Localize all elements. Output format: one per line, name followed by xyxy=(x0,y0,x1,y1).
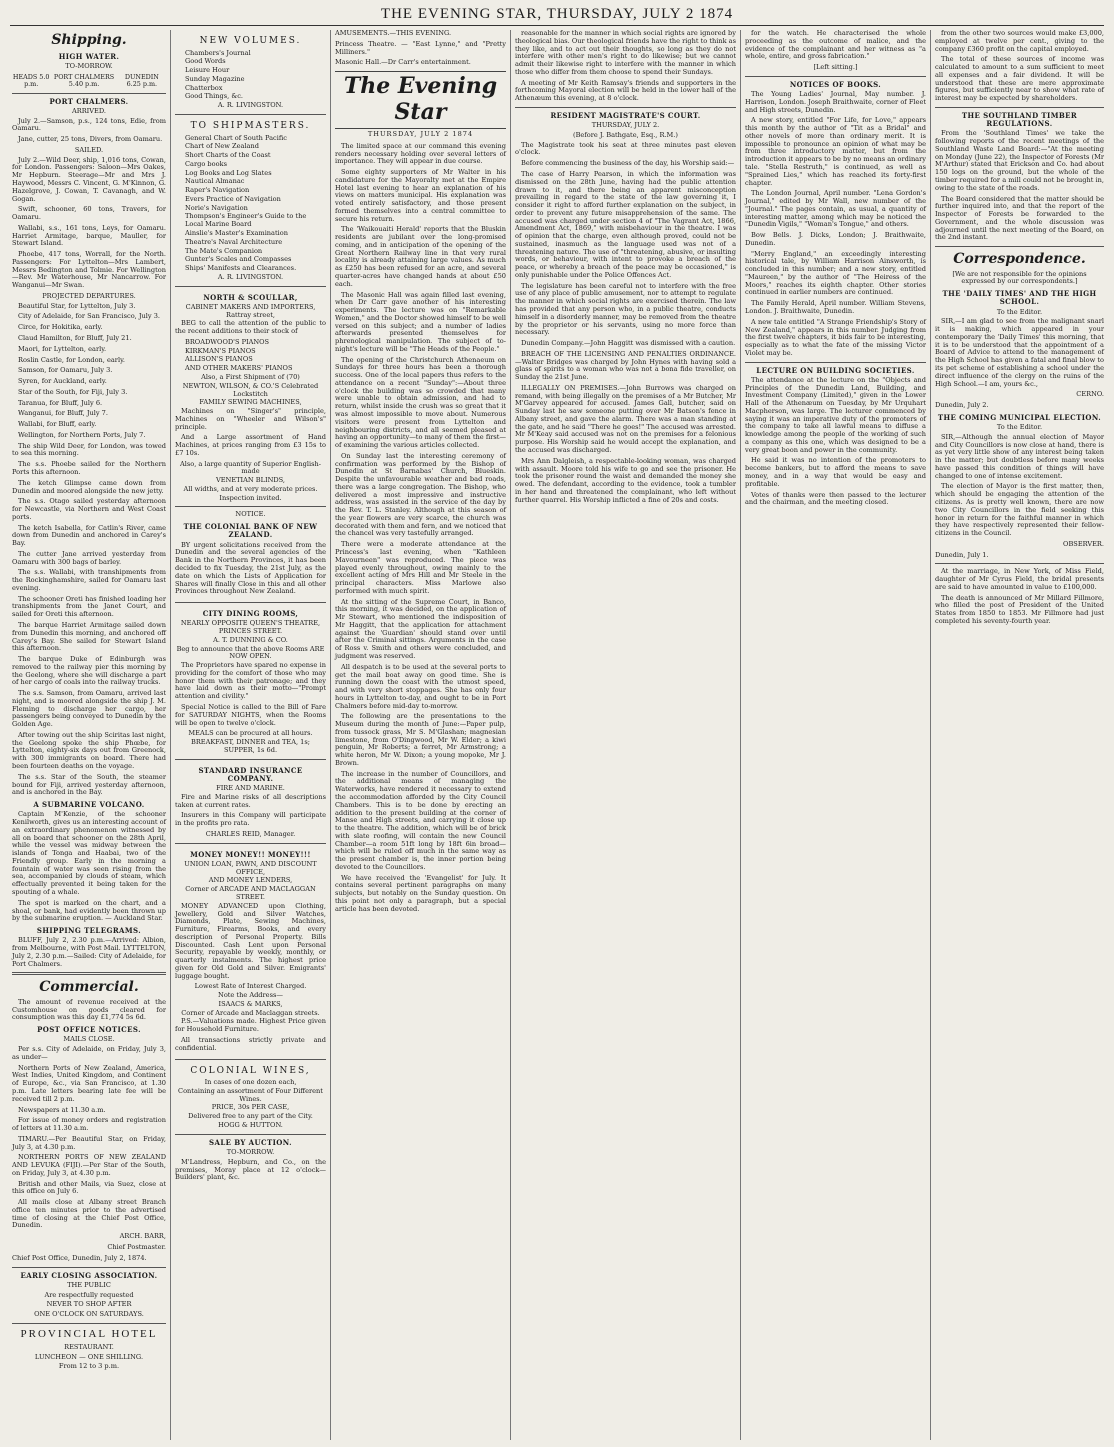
post-signature-title: Chief Postmaster. xyxy=(107,1243,166,1252)
departure: Wanganui, for Bluff, July 7. xyxy=(18,409,108,418)
editorial-paragraph: On Sunday last the interesting ceremony of confirmation was performed by the Bishop of Dunedin at St Barnabas' Church, Blueskin. Despite the unfavourable weather and bad roads, there was a large congregation. The Bishop, who delivered a most impressive and instructive address, was assisted in the service of the day by the Rev. T. L. Stanley. Although at this season of the year flowers are very scarce, the church was decorated with them and fern, and we noticed that the chancel was very tastefully arranged. xyxy=(335,451,506,538)
telegram: BLUFF, July 2, 2.30 p.m.—Arrived: Albion, from Melbourne, with Post Mail. LYTTELTON, July 2, 2.30 p.m.—Sailed: City of Adelaide, for Port Chalmers. xyxy=(12,936,166,968)
letter-body: SIR,—I am glad to see from the malignant snarl it is making, which appeared in your contemporary the 'Daily Times' this morning, that it is to be understood that the appointment of a Board of Advice to attend to the management of the High School has given a fatal and final blow to its pet scheme of establishing a school under the direct influence of the clergy on the ruins of the High School.—I am, yours &c., xyxy=(935,317,1104,388)
departure: Claud Hamilton, for Bluff, July 21. xyxy=(18,334,132,343)
letter-place: Dunedin, July 1. xyxy=(935,550,989,559)
ad-item: Chatterbox xyxy=(185,83,223,92)
ad-subtitle: UNION LOAN, PAWN, AND DISCOUNT OFFICE, xyxy=(184,859,317,876)
ad-subtitle: AND MONEY LENDERS, xyxy=(208,876,293,885)
book-notice: The Family Herald, April number. William Stevens, London. J. Braithwaite, Dunedin. xyxy=(745,299,926,315)
sailing: Wallabi, s.s., 161 tons, Leys, for Oamaru. Harriet Armitage, barque, Mauller, for Stewart Island. xyxy=(12,223,166,248)
tide-dunedin: DUNEDIN 6.25 p.m. xyxy=(124,72,159,89)
editorial-paragraph: The Masonic Hall was again filled last evening, when Dr Carr gave another of his interesting experiments. The lecture was on "Remarkable Women," and the Doctor showed himself to be well versed on this subject; and a number of ladies afterwards presented themselves for phrenological manipulation. The subject of to-night's lecture will be "The Heads of the People." xyxy=(335,290,506,353)
shipping-news: After towing out the ship Sciritas last night, the Geelong spoke the ship Phœbe, for Lyttelton, eighty-six days out from Greenock, with 300 immigrants on board. There had been fourteen deaths on the voyage. xyxy=(12,730,166,770)
paper-nameplate: The Evening Star xyxy=(335,71,506,129)
book-notice: Bow Bells. J. Dicks, London; J. Braithwaite, Dunedin. xyxy=(745,231,926,247)
shipping-news: The ketch Glimpse came down from Dunedin and moored alongside the new jetty. xyxy=(12,478,166,495)
shipping-news: The schooner Oreti has finished loading her transhipments from the Janet Court, and sailed for Oreti this afternoon. xyxy=(12,594,166,619)
letter-body: SIR,—Although the annual election of Mayor and City Councillors is now close at hand, there is as yet very little show of any interest being taken in the matter; but doubtless before many weeks have passed this condition of things will have changed to one of intense excitement. xyxy=(935,432,1104,480)
sailing: Phoebe, 417 tons, Worrall, for the North. Passengers: For Lyttelton—Mrs Lambert, Messrs Bedington and Tolmie. For Wellington—Rev. Mr Waterhouse, Mr Nancarrow. For Wanganui—Mr Swan. xyxy=(12,250,166,290)
ad-item: Ainslie's Master's Examination xyxy=(185,229,288,237)
ad-item: Thompson's Engineer's Guide to the Local Marine Board xyxy=(185,212,307,229)
tide-table xyxy=(12,74,166,89)
amusement-item: Princess Theatre. — "East Lynne," and "Pretty Milliners." xyxy=(335,39,506,56)
commercial-paragraph: The amount of revenue received at the Customhouse on goods cleared for consumption was this day £1,774 5s 6d. xyxy=(12,997,166,1022)
ad-title: CITY DINING ROOMS, xyxy=(202,609,299,619)
ad-subtitle: CABINET MAKERS AND IMPORTERS, Rattray street, xyxy=(185,302,316,319)
ad-line: In cases of one dozen each, xyxy=(204,1078,297,1087)
arrived-heading: ARRIVED. xyxy=(71,106,107,115)
post-dateline: Chief Post Office, Dunedin, July 2, 1874. xyxy=(12,1253,147,1262)
new-volumes-ad xyxy=(175,30,326,115)
correspondence-disclaimer: [We are not responsible for the opinions expressed by our correspondents.] xyxy=(952,269,1087,286)
ad-title: NORTH & SCOULLAR, xyxy=(203,292,298,302)
timber-paragraph: From the 'Southland Times' we take the following reports of the recent meetings of the Southland Waste Land Board:—"At the meeting on Monday (June 22), the Inspector of Forests (Mr M'Arthur) stated that Erickson and Co. had about 150 logs on the ground, but the whole of the timber required for a mill could not be brought in, owing to the state of the roads. xyxy=(935,129,1104,192)
ad-notice: NOTICE. xyxy=(235,510,266,519)
ad-item: Cargo books xyxy=(185,159,227,168)
tide-heads: HEADS 5.0 p.m. xyxy=(12,72,50,89)
ad-text: BEG to call the attention of the public to the recent additions to their stock of xyxy=(175,319,326,336)
provincial-hotel-lunch: LUNCHEON — ONE SHILLING. xyxy=(34,1352,144,1361)
ad-item: Log Books and Log Slates xyxy=(185,168,272,177)
editorial-paragraph: The limited space at our command this evening renders necessary holding over several letters of importance. They will appear in due course. xyxy=(335,141,506,166)
shipping-news: The cutter Jane arrived yesterday from Oamaru with 300 bags of barley. xyxy=(12,549,166,566)
ad-line: BREAKFAST, DINNER and TEA, 1s; SUPPER, 1s 6d. xyxy=(191,738,310,754)
ad-title: THE COLONIAL BANK OF NEW ZEALAND. xyxy=(183,522,318,540)
projected-heading: PROJECTED DEPARTURES. xyxy=(42,291,136,300)
shipping-news: The barque Harriet Armitage sailed down from Dunedin this morning, and anchored off Carey's Bay. She sailed for Stewart Island this afternoon. xyxy=(12,620,166,653)
book-notice: The Young Ladies' Journal, May number. J. Harrison, London. Joseph Braithwaite, corner of Fleet and High streets, Dunedin. xyxy=(745,90,926,114)
amusement-item: Masonic Hall.—Dr Carr's entertainment. xyxy=(335,58,471,67)
ad-text: And a Large assortment of Hand Machines, at prices ranging from £3 15s to £7 10s. xyxy=(175,433,326,457)
shipping-news: The barque Duke of Edinburgh was removed to the railway pier this morning by the Geelong, where she will discharge a part of her cargo of coals into the railway trucks. xyxy=(12,655,166,687)
court-before: (Before J. Bathgate, Esq., R.M.) xyxy=(573,130,678,139)
court-paragraph: Before commencing the business of the day, his Worship said:— xyxy=(521,159,735,168)
court-paragraph: The legislature has been careful not to interfere with the free use of any place of public amusement, nor to attempt to regulate the manner in which social rights are exercised therein. The law has provided that any person who, in a public theatre, conducts himself in a disorderly manner, may be removed from the theatre by the proprietor or his servants, using no more force than necessary. xyxy=(515,281,736,337)
ad-item: Gunter's Scales and Compasses xyxy=(185,255,292,264)
colonial-wines-ad xyxy=(175,1060,326,1135)
masthead: THE EVENING STAR, THURSDAY, JULY 2 1874 xyxy=(380,6,734,22)
ad-item: Good Words xyxy=(185,57,226,66)
court-paragraph: The Magistrate took his seat at three minutes past eleven o'clock. xyxy=(515,140,736,157)
ad-item: Sunday Magazine xyxy=(185,74,245,83)
sale-heading: SALE BY AUCTION. xyxy=(209,1137,292,1147)
ad-title: STANDARD INSURANCE COMPANY. xyxy=(198,765,303,783)
article-paragraph: reasonable for the manner in which social rights are ignored by theological bias. Our theological friends have the right to think as they like, and to act out their thoughts, so long as they do not interfere with other men's right to do likewise; but we cannot admit their likewise right to interfere with the manner in which those who differ from them choose to spend their Sundays. xyxy=(515,30,736,76)
provincial-hotel-sub: RESTAURANT. xyxy=(64,1342,114,1351)
ad-line: All widths, and at very moderate prices. xyxy=(183,484,318,493)
departure: Beautiful Star, for Lyttelton, July 3. xyxy=(18,301,136,310)
ad-text: Special Notice is called to the Bill of Fare for SATURDAY NIGHTS, when the Rooms will be open to twelve o'clock. xyxy=(175,702,326,727)
ad-item: Ships' Manifests and Clearances. xyxy=(185,264,297,273)
editorial-dateline: THURSDAY, JULY 2 1874 xyxy=(367,129,474,138)
timber-heading: THE SOUTHLAND TIMBER REGULATIONS. xyxy=(961,110,1078,129)
news-paragraph: At the marriage, in New York, of Miss Field, daughter of Mr Cyrus Field, the bridal presents are said to have amounted in value to £100,000. xyxy=(935,567,1104,591)
ad-item: KIRKMAN'S PIANOS xyxy=(185,346,256,355)
book-notice: "Merry England," an exceedingly interesting historical tale, by William Harrison Ainsworth, is concluded in this number; and a new story, entitled "Maureen," by the author of "The Heiress of the Moors," reaches its eighth chapter. Other stories continued in earlier numbers are continued. xyxy=(745,249,926,297)
ad-line: Note the Address— xyxy=(218,991,283,1000)
court-heading: RESIDENT MAGISTRATE'S COURT. xyxy=(550,110,701,120)
ad-text: Fire and Marine risks of all descriptions taken at current rates. xyxy=(175,792,326,809)
departure: Taranua, for Bluff, July 6. xyxy=(18,398,103,407)
ad-signature: CHARLES REID, Manager. xyxy=(205,829,296,838)
editorial-paragraph: The opening of the Christchurch Athenaeum on Sundays for three hours has been a thorough success. One of the local papers thus refers to the attendance on a recent "Sunday":—About three o'clock the building was so crowded that many were unable to obtain admission, and had to return, whilst inside the crush was so great that it was almost impossible to move about. Numerous visitors were present from Lyttelton and neighbouring districts, and all seemed pleased at having an opportunity—to many of them the first—of examining the various articles collected. xyxy=(335,355,506,450)
editorial-paragraph: Some eighty supporters of Mr Walter in his candidature for the Mayoralty met at the Empire Hotel last evening to hear an explanation of his views on matters municipal. His explanation was voted entirely satisfactory, and those present formed themselves into a central committee to secure his return. xyxy=(335,168,506,223)
editorial-paragraph: The 'Waikouaiti Herald' reports that the Bluskin residents are jubilant over the long-promised coming, and in anticipation of the opening of the Great Northern Railway line in that very rural locality is already attaining large values. As much as £250 has been refused for an acre, and several quarter-acres have changed hands at about £50 each. xyxy=(335,225,506,288)
ad-line: ISAACS & MARKS, xyxy=(218,999,283,1008)
post-notice: NORTHERN PORTS OF NEW ZEALAND AND LEVUKA (FIJI).—Per Star of the South, on Friday, July 3, at 4.30 p.m. xyxy=(12,1153,166,1177)
ad-line: A. T. DUNNING & CO. xyxy=(213,635,288,644)
tide-sub: TO-MORROW. xyxy=(65,61,113,70)
departure: Maori, for Lyttelton, early. xyxy=(18,344,107,353)
column-5 xyxy=(740,30,930,1440)
ad-text: Insurers in this Company will participate in the profits pro rata. xyxy=(175,811,326,828)
article-paragraph: for the watch. He characterised the whole proceeding as the outcome of malice, and the evidence of the complainant and her witness as "a whole, entire, and gross fabrication." xyxy=(745,30,926,61)
ad-item: General Chart of South Pacific xyxy=(185,133,287,142)
editorial-paragraph: All despatch is to be used at the several ports to get the mail boat away on good time. She is running down the coast with the utmost speed, and with very short stoppages. She has only four hours in Lyttelton to-day, and ought to be in Port Chalmers before mid-day to-morrow. xyxy=(335,662,506,710)
departure: Circe, for Hokitika, early. xyxy=(18,323,103,332)
city-dining-ad xyxy=(175,603,326,760)
ad-item: Chambers's Journal xyxy=(185,48,251,57)
ad-signature: A. R. LIVINGSTON. xyxy=(217,272,284,281)
column-3 xyxy=(330,30,510,1440)
early-closing-line: NEVER TO SHOP AFTER xyxy=(46,1300,132,1309)
departure: Wellington, for Northern Ports, July 7. xyxy=(18,430,146,439)
sale-sub: TO-MORROW. xyxy=(226,1147,275,1156)
books-heading: NOTICES OF BOOKS. xyxy=(789,79,882,89)
early-closing-heading: EARLY CLOSING ASSOCIATION. xyxy=(20,1270,158,1280)
tide-heading: HIGH WATER. xyxy=(58,51,120,61)
ad-line: Lowest Rate of Interest Charged. xyxy=(194,982,307,991)
ad-line: Corner of Arcade and Maclaggan streets. xyxy=(181,1008,320,1017)
shipping-news: The s.s. Samson, from Oamaru, arrived last night, and is moored alongside the ship J. M. Fleming to discharge her cargo, her passengers being conveyed to Dunedin by the Golden Age. xyxy=(12,689,167,729)
ad-item: AND OTHER MAKERS' PIANOS xyxy=(185,364,293,373)
letter-signature: OBSERVER. xyxy=(1063,539,1104,548)
arrival: Jane, cutter, 25 tons, Divers, from Oamaru. xyxy=(18,135,163,144)
editorial-paragraph: The increase in the number of Councillors, and the additional means of managing the Waterworks, have rendered it necessary to extend the accommodation afforded by the City Council Chambers. This is to be done by erecting an addition to the present building at the corner of Manse and High streets, and carrying it close up to the theatre. The addition, which will be of brick with slate roofing, will contain the new Council Chamber—a room 51ft long by 18ft 6in broad—which will be ruled off much in the same way as the present chamber is, the inner portion being devoted to the Councillors. xyxy=(335,769,506,871)
departure: Wallabi, for Bluff, early. xyxy=(18,420,97,429)
commercial-heading: Commercial. xyxy=(39,979,139,996)
ad-item: BROADWOOD'S PIANOS xyxy=(185,337,270,346)
editorial-paragraph: There were a moderate attendance at the Princess's last evening, when "Kathleen Mavourneen" was reproduced. The piece was played evenly throughout, owing mainly to the excellent acting of Mrs Hill and Mr Steele in the principal characters. Miss Marlowe also performed with much spirit. xyxy=(335,540,506,595)
editorial-paragraph: At the sitting of the Supreme Court, in Banco, this morning, it was decided, on the application of Mr Stewart, who mentioned the indisposition of Mr Haggitt, that the application for attachment against the 'Guardian' should stand over until after the Criminal sittings. Arguments in the case of Ross v. Smith and others were concluded, and judgment was reserved. xyxy=(335,597,506,660)
ad-subtitle: Corner of ARCADE AND MACLAGGAN STREET. xyxy=(185,885,316,901)
ad-line: Inspection invited. xyxy=(219,493,282,502)
amusements-heading: AMUSEMENTS.—THIS EVENING. xyxy=(335,30,452,37)
lecture-paragraph: The attendance at the lecture on the "Objects and Principles of the Dunedin Land, Building, and Investment Company (Limited)," given in the Lower Hall of the Athenæum on Tuesday, by Mr Urquhart Macpherson, was large. The lecturer commenced by saying it was an imperative duty of the promoters of the company to take all lawful means to diffuse a knowledge among the people of the working of such a company as this one, which was designed to be a very great boon and power in the community. xyxy=(745,375,926,454)
ad-text: BY urgent solicitations received from the Dunedin and the several agencies of the Bank in the Northern Provinces, it has been decided to fix Tuesday, the 21st July, as the date on which the Lists of Application for Shares will finally Close in this and all other Provinces throughout New Zealand. xyxy=(175,540,326,596)
ad-title: COLONIAL WINES, xyxy=(190,1065,311,1076)
court-date: THURSDAY, JULY 2. xyxy=(591,121,660,130)
post-notice: Newspapers at 11.30 a.m. xyxy=(18,1105,106,1114)
editorial-paragraph: We have received the 'Evangelist' for July. It contains several pertinent paragraphs on many subjects, but notably on the Sunday question. On this point not only a paragraph, but a special article has been devoted. xyxy=(335,873,506,913)
post-notice: All mails close at Albany street Branch office ten minutes prior to the advertised time of closing at the Chief Post Office, Dunedin. xyxy=(12,1198,166,1230)
letter-heading: THE 'DAILY TIMES' AND THE HIGH SCHOOL. xyxy=(942,289,1097,307)
sailing: July 2.—Wild Deer, ship, 1,016 tons, Cowan, for London. Passengers: Saloon—Mrs Oakes, Mr Hepburn. Steerage—Mr and Mrs J. Haywood, Messrs C. Vincent, G. M'Kinnon, G. Hazelgrove, J. Cowan, T. Cavanagh, and W. Gogan. xyxy=(12,155,166,203)
court-paragraph: ILLEGALLY ON PREMISES.—John Burrows was charged on remand, with being illegally on the premises of a Mr Butcher, Mr M'Garvey appeared for accused. James Gall, butcher, said on Sunday last he saw someone putting over Mr Batson's fence in Albany street, and gave the alarm. There was a man standing at the gate, and he said "There he goes!" The accused was arrested. Mr M'Keay said accused was not on the premises for a felonious purpose. His Worship said he would accept the explanation, and the accused was discharged. xyxy=(515,383,736,454)
post-notice: For issue of money orders and registration of letters at 11.30 a.m. xyxy=(12,1116,166,1133)
sailed-heading: SAILED. xyxy=(74,145,104,154)
ad-text: Machines on "Singer's" principle, Machines on "Wheeler and Wilson's" principle. xyxy=(175,407,326,431)
sailing: Swift, schooner, 60 tons, Travers, for Oamaru. xyxy=(12,205,166,222)
ad-item: Theatre's Naval Architecture xyxy=(185,237,283,246)
post-notice: Northern Ports of New Zealand, America, West Indies, United Kingdom, and Continent of Europe, &c., via San Francisco, at 1.30 p.m. Late letters bearing late fee will be received till 2 p.m. xyxy=(12,1063,166,1103)
ad-line: Beg to announce that the above Rooms ARE NOW OPEN. xyxy=(176,644,325,661)
ad-title: TO SHIPMASTERS. xyxy=(190,120,311,131)
column-1 xyxy=(8,30,170,1440)
ad-line: MEALS can be procured at all hours. xyxy=(188,729,313,738)
ad-text: All transactions strictly private and confidential. xyxy=(175,1036,326,1052)
ad-item: The Mate's Companion xyxy=(185,246,263,255)
ad-line: VENETIAN BLINDS, xyxy=(215,476,286,485)
sale-text: M'Landress, Hepburn, and Co., on the premises, Moray place at 12 o'clock—Builders' plant, &c. xyxy=(175,1157,326,1182)
money-ad xyxy=(175,844,326,1060)
letter-heading: THE COMING MUNICIPAL ELECTION. xyxy=(937,412,1102,422)
ad-item: Good Things, &c. xyxy=(185,92,243,101)
column-4 xyxy=(510,30,740,1440)
court-paragraph: Dunedin Company.—John Haggitt was dismissed with a caution. xyxy=(521,339,736,348)
ad-line: Containing an assortment of Four Different Wines. xyxy=(178,1086,323,1103)
ad-line: Also, a First Shipment of (70) xyxy=(201,372,300,381)
ad-text: P.S.—Valuations made. Highest Price given for Household Furniture. xyxy=(175,1017,326,1034)
ad-title: MONEY MONEY!! MONEY!!! xyxy=(190,849,311,859)
article-paragraph: A meeting of Mr Keith Ramsay's friends and supporters in the forthcoming Mayoral election will be held in the lower hall of the Athenæum this evening, at 8 o'clock. xyxy=(515,78,736,103)
article-paragraph: from the other two sources would make £3,000, employed at twelve per cent., giving to the company £360 profit on the capital employed. xyxy=(935,30,1104,53)
letter-place: Dunedin, July 2. xyxy=(935,401,989,410)
news-paragraph: The death is announced of Mr Millard Fillmore, who filled the post of President of the United States from 1850 to 1853. Mr Fillmore had just completed his seventy-fourth year. xyxy=(935,593,1104,625)
ad-signature: A. R. LIVINGSTON. xyxy=(217,101,284,110)
shipping-heading: Shipping. xyxy=(51,32,127,48)
shipping-news: The s.s. Star of the South, the steamer bound for Fiji, arrived yesterday afternoon, and is anchored in the Bay. xyxy=(12,772,166,797)
post-signature: ARCH. BARR, xyxy=(119,1232,166,1241)
post-notice: TIMARU.—Per Beautiful Star, on Friday, July 3, at 4.30 p.m. xyxy=(12,1134,166,1151)
ad-title: NEW VOLUMES. xyxy=(199,36,302,46)
shipping-telegrams-heading: SHIPPING TELEGRAMS. xyxy=(36,926,142,936)
ad-signature: HOGG & HUTTON. xyxy=(218,1120,283,1129)
ad-item: Leisure Hour xyxy=(185,66,230,75)
article-paragraph: Captain M'Kenzie, of the schooner Kenilworth, gives us an interesting account of an extraordinary phenomenon witnessed by all on board that schooner on the 28th April, while the vessel was midway between the islands of Tonga and Haabai, two of the Friendly group. Early in the morning a fountain of water was seen rising from the sea, accompanied by clouds of steam, which effectually prevented it being taken for the spouting of a whale. xyxy=(12,810,167,896)
letter-body: The election of Mayor is the first matter, then, which should be engaging the attention of the citizens. As is pretty well known, there are now two City Councillors in the field seeking this honor in return for the faithful manner in which they have respectively represented their fellow-citizens in the Council. xyxy=(935,482,1104,538)
ad-line: FAMILY SEWING MACHINES, xyxy=(199,398,302,407)
shipmasters-ad xyxy=(175,115,326,287)
shipping-news: The ship Wild Deer, for London, was towed to sea this morning. xyxy=(12,441,166,458)
ad-line: Also, a large quantity of Superior English-made xyxy=(180,459,321,476)
shipping-news: The s.s. Otago sailed yesterday afternoon for Newcastle, via Northern and West Coast ports. xyxy=(12,497,166,521)
masthead-rule xyxy=(10,25,1104,26)
arrival: July 2.—Samson, p.s., 124 tons, Edie, from Oamaru. xyxy=(12,116,166,133)
court-paragraph: Mrs Ann Dalgleish, a respectable-looking woman, was charged with assault. Moore told his wife to go and see the prisoner. He took the prisoner round the waist and demanded the money she owed. The defendant, according to the evidence, took a tumbler in her hand and threatened the complainant, who left without further quarrel. His Worship inflicted a fine of 20s and costs. xyxy=(515,456,736,504)
court-paragraph: BREACH OF THE LICENSING AND PENALTIES ORDINANCE.—Walter Bridges was charged by John Hynes with having sold a glass of spirits to a woman who was not a bona fide traveller, on Sunday the 21st June. xyxy=(515,349,736,382)
ad-line: NEWTON, WILSON, & CO.'S Celebrated Lockstitch xyxy=(182,381,319,398)
court-paragraph: The case of Harry Pearson, in which the information was dismissed on the 28th June, having had the public attention drawn to it, and there being an apparent misconception prevailing in regard to the state of the law governing it, I consider it right to afford further explanation on the subject, in order to prevent any future misapprehension of the same. The accused was charged under section 4 of "The Vagrant Act, 1866, Amendment Act, 1869," with misbehaviour in the theatre. I was of opinion that the charge, even although proved, could not be sustained, inasmuch as the language used was not of a threatening nature. The use of "threatening, abusive, or insulting words, or behaviour, with intent to provoke a breach of the peace, or whereby a breach of the peace may be occasioned," is only punishable under the Police Offences Act. xyxy=(515,169,736,279)
letter-signature: CERNO. xyxy=(1076,390,1104,399)
ad-item: Raper's Navigation xyxy=(185,186,250,195)
ad-subtitle: FIRE AND MARINE. xyxy=(216,784,285,793)
departure: Syren, for Auckland, early. xyxy=(18,377,107,386)
departure: Samson, for Oamaru, July 3. xyxy=(18,366,113,375)
letter-salutation: To the Editor. xyxy=(996,423,1043,432)
ad-item: Short Charts of the Coast xyxy=(185,151,271,160)
post-office-heading: POST OFFICE NOTICES. xyxy=(37,1025,141,1035)
ad-item: Nautical Almanac xyxy=(185,177,245,186)
shipping-news: The s.s. Phoebe sailed for the Northern Ports this afternoon. xyxy=(12,460,166,476)
north-scoullar-ad xyxy=(175,287,326,508)
timber-paragraph: The Board considered that the matter should be further inquired into, and that the report of the Inspector of Forests be forwarded to the Government, and the whole discussion was adjourned until the next meeting of the Board, on the 2nd instant. xyxy=(935,194,1104,242)
letter-salutation: To the Editor. xyxy=(996,307,1043,316)
shipping-news: The s.s. Wallabi, with transhipments from the Rockinghamshire, sailed for Oamaru last evening. xyxy=(12,568,166,592)
lecture-heading: LECTURE ON BUILDING SOCIETIES. xyxy=(756,365,915,375)
port-heading: PORT CHALMERS. xyxy=(49,96,129,106)
book-notice: The London Journal, April number. "Lena Gordon's Journal," edited by Mr Wall, new number of the "Journal." The pages contain, as usual, a quantity of interesting matter, among which may be noticed the "Dunedin Vigils," "Woman's Tongue," and others. xyxy=(745,189,926,229)
ad-item: Chart of New Zealand xyxy=(185,142,259,151)
column-6 xyxy=(930,30,1108,1440)
ad-line: Delivered free to any part of the City. xyxy=(188,1112,313,1121)
departure: Star of the South, for Fiji, July 3. xyxy=(18,387,128,396)
post-notice: British and other Mails, via Suez, close at this office on July 6. xyxy=(12,1179,166,1196)
ad-text: MONEY ADVANCED upon Clothing, Jewellery, Gold and Silver Watches, Diamonds, Plate, Sewing Machines, Furniture, Firearms, Books, and every description of Personal Property. Bills Discounted. Cash Lent upon Personal Security, repayable by weekly, monthly, or quarterly instalments. The highest price given for Old Gold and Silver. Emigrants' luggage bought. xyxy=(175,901,326,980)
book-notice: A new story, entitled "For Life, for Love," appears this month by the author of "Tit as a Bridal" and other novels of more than ordinary merit. It is impossible to pronounce an opinion of what may be from three introductory matter, but from the introduction it appears to be by no means an ordinary tale. "Stella Restruth," is continued, as well as "Sprained Lies," which has reached its forty-first chapter. xyxy=(745,116,926,187)
left-sitting: [Left sitting.] xyxy=(813,63,858,72)
ad-line: PRICE, 30s PER CASE, xyxy=(211,1103,290,1112)
lecture-paragraph: Votes of thanks were then passed to the lecturer and the chairman, and the meeting closed. xyxy=(745,490,926,507)
early-closing-line: ONE O'CLOCK ON SATURDAYS. xyxy=(34,1310,144,1319)
mails-close-heading: MAILS CLOSE. xyxy=(63,1035,115,1044)
provincial-hotel-heading: PROVINCIAL HOTEL xyxy=(20,1327,158,1340)
departure: Roslin Castle, for London, early. xyxy=(18,355,126,364)
book-notice: A new tale entitled "A Strange Friendship's Story of New Zealand," appears in this number. Judging from the first twelve chapters, it bids fair to be interesting, especially as to what the fate of the missing Victor Violet may be. xyxy=(745,317,926,357)
provincial-hotel-time: From 12 to 3 p.m. xyxy=(58,1362,120,1371)
article-paragraph: The spot is marked on the chart, and a shoal, or bank, had evidently been thrown up by the submarine eruption. — Auckland Star. xyxy=(12,898,166,923)
column-2 xyxy=(170,30,330,1440)
ad-item: Evers Practice of Navigation xyxy=(185,194,281,203)
ad-item: ALLISON'S PIANOS xyxy=(185,355,253,364)
standard-insurance-ad xyxy=(175,760,326,844)
tide-chalmers: PORT CHALMERS 5.40 p.m. xyxy=(53,72,115,89)
ad-subtitle: NEARLY OPPOSITE QUEEN'S THEATRE, PRINCES STREET. xyxy=(180,619,321,636)
editorial-paragraph: The following are the presentations to the Museum during the month of June:—Paper pulp, from tussock grass, Mr S. M'Glashan; magnesian limestone, from O'Dingwood, Mr W. Elder; a kiwi penguin, Mr Roberts; a ferret, Mr Armstrong; a white heron, Mr W. Dixon; a young mopoke, Mr J. Brown. xyxy=(335,712,506,767)
lecture-paragraph: He said it was no intention of the promoters to become bankers, but to afford the means to save money, and in a way that would be easy and profitable. xyxy=(745,456,926,488)
submarine-heading: A SUBMARINE VOLCANO. xyxy=(33,800,145,810)
ad-item: Norie's Navigation xyxy=(185,203,248,212)
early-closing-line: Are respectfully requested xyxy=(44,1290,134,1299)
colonial-bank-ad xyxy=(175,507,326,603)
shipping-news: The ketch Isabella, for Catlin's River, came down from Dunedin and anchored in Carey's Bay. xyxy=(12,523,166,548)
departure: City of Adelaide, for San Francisco, July 3. xyxy=(18,312,160,321)
correspondence-heading: Correspondence. xyxy=(953,251,1086,268)
article-paragraph: The total of these sources of income was calculated to amount to a sum sufficient to meet all expenses and a fair dividend. It will be understood that these are mere approximate figures, but sufficiently near to show what rate of interest may be expected by shareholders. xyxy=(935,55,1104,103)
post-notice: Per s.s. City of Adelaide, on Friday, July 3, as under— xyxy=(12,1045,166,1061)
early-closing-line: THE PUBLIC xyxy=(67,1280,111,1289)
ad-text: The Proprietors have spared no expense in providing for the comfort of those who may honor them with their patronage; and they have laid down as their motto—"Prompt attention and civility." xyxy=(175,661,326,701)
